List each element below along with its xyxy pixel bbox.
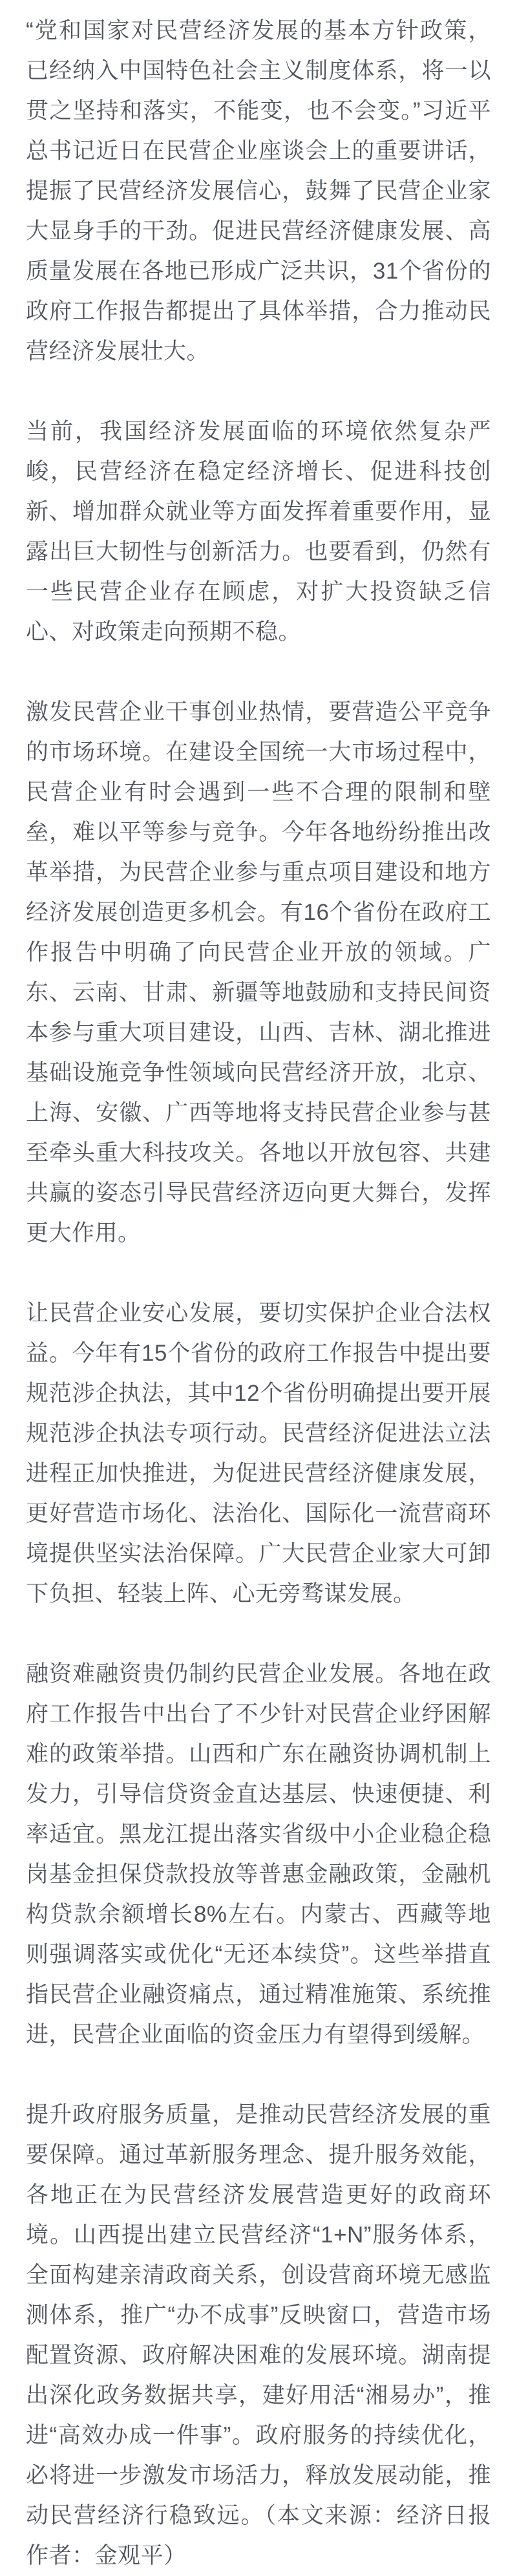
article-paragraph: 当前，我国经济发展面临的环境依然复杂严峻，民营经济在稳定经济增长、促进科技创新、增加群众就业等方面发挥着重要作用，显露出巨大韧性与创新活力。也要看到，仍然有一些民营企业存在顾虑，对扩大投资缺乏信心、对政策走向预期不稳。 (26, 419, 491, 644)
article-paragraph: 融资难融资贵仍制约民营企业发展。各地在政府工作报告中出台了不少针对民营企业纾困解难的政策举措。山西和广东在融资协调机制上发力，引导信贷资金直达基层、快速便捷、利率适宜。黑龙江提出落实省级中小企业稳企稳岗基金担保贷款投放等普惠金融政策，金融机构贷款余额增长8%左右。内蒙古、西藏等地则强调落实或优化“无还本续贷”。这些举措直指民营企业融资痛点，通过精准施策、系统推进，民营企业面临的资金压力有望得到缓解。 (26, 1661, 491, 2047)
article-paragraph: 让民营企业安心发展，要切实保护企业合法权益。今年有15个省份的政府工作报告中提出要规范涉企执法，其中12个省份明确提出要开展规范涉企执法专项行动。民营经济促进法立法进程正加快推进，为促进民营经济健康发展，更好营造市场化、法治化、国际化一流营商环境提供坚实法治保障。广大民营企业家大可卸下负担、轻装上阵、心无旁骛谋发展。 (26, 1301, 491, 1606)
article-paragraph: “党和国家对民营经济发展的基本方针政策，已经纳入中国特色社会主义制度体系，将一以贯之坚持和落实，不能变，也不会变。”习近平总书记近日在民营企业座谈会上的重要讲话，提振了民营经济发展信心，鼓舞了民营企业家大显身手的干劲。促进民营经济健康发展、高质量发展在各地已形成广泛共识，31个省份的政府工作报告都提出了具体举措，合力推动民营经济发展壮大。 (26, 18, 491, 364)
article-paragraph: 提升政府服务质量，是推动民营经济发展的重要保障。通过革新服务理念、提升服务效能，各地正在为民营经济发展营造更好的政商环境。山西提出建立民营经济“1+N”服务体系，全面构建亲清政商关系，创设营商环境无感监测体系，推广“办不成事”反映窗口，营造市场配置资源、政府解决困难的发展环境。湖南提出深化政务数据共享，建好用活“湘易办”，推进“高效办成一件事”。政府服务的持续优化，必将进一步激发市场活力，释放发展动能，推动民营经济行稳致远。（本文来源：经济日报 作者：金观平） (26, 2102, 491, 2568)
article-paragraph: 激发民营企业干事创业热情，要营造公平竞争的市场环境。在建设全国统一大市场过程中，民营企业有时会遇到一些不合理的限制和壁垒，难以平等参与竞争。今年各地纷纷推出改革举措，为民营企业参与重点项目建设和地方经济发展创造更多机会。有16个省份在政府工作报告中明确了向民营企业开放的领域。广东、云南、甘肃、新疆等地鼓励和支持民间资本参与重大项目建设，山西、吉林、湖北推进基础设施竞争性领域向民营经济开放，北京、上海、安徽、广西等地将支持民营企业参与甚至牵头重大科技攻关。各地以开放包容、共建共赢的姿态引导民营经济迈向更大舞台，发挥更大作用。 (26, 699, 491, 1246)
